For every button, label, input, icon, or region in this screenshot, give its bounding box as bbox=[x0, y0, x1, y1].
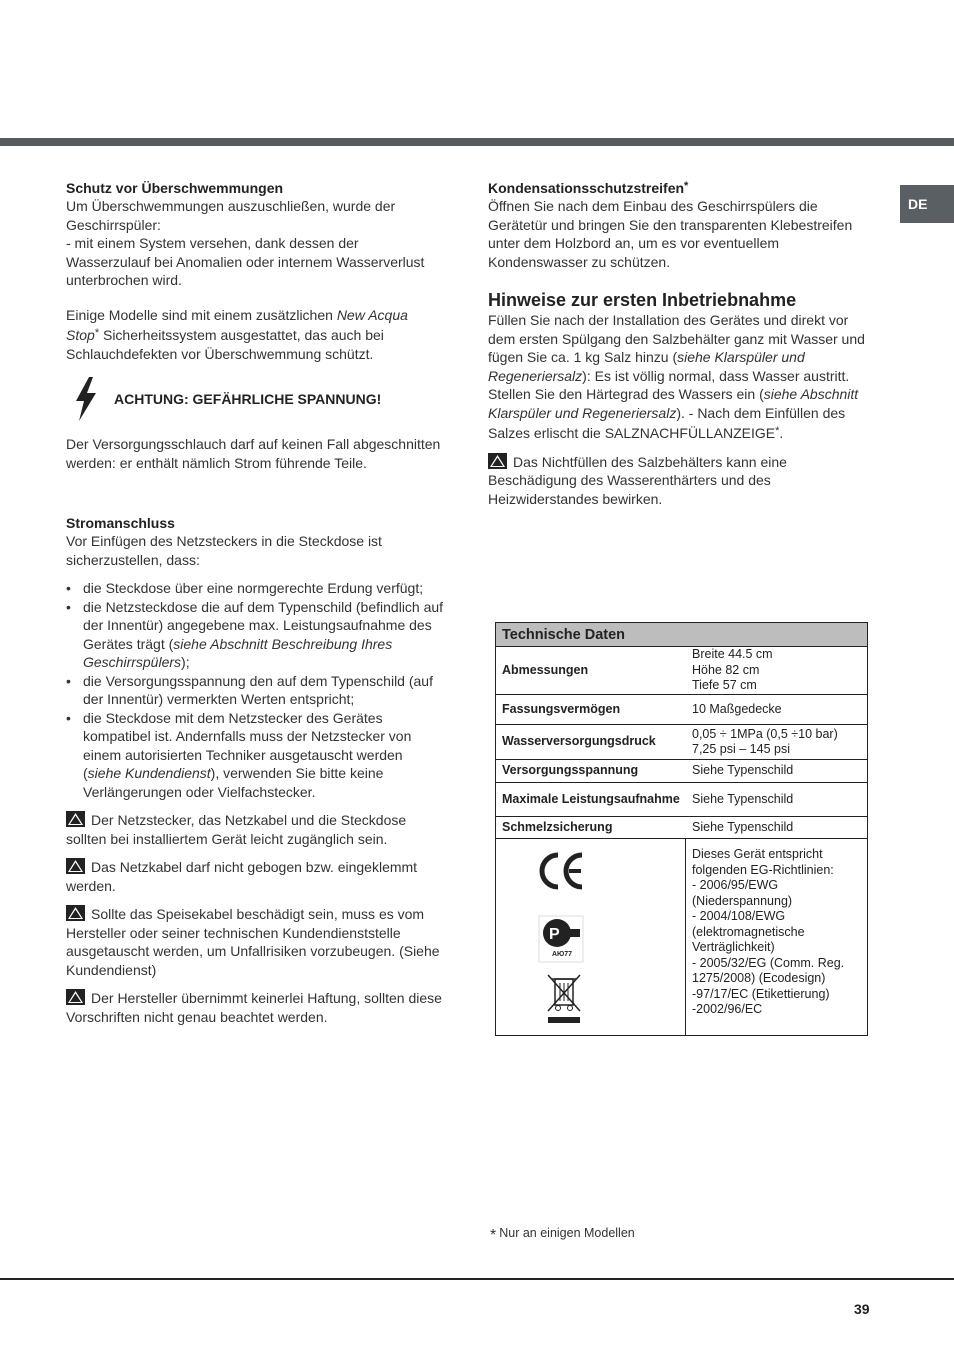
note: Der Hersteller übernimmt keinerlei Haftung, sollten diese Vorschriften nicht genau beachtet werden. bbox=[66, 990, 442, 1025]
paragraph: - mit einem System versehen, dank dessen der Wasserzulauf bei Anomalien oder internem Wasserverlust unterbrochen wird. bbox=[66, 235, 425, 288]
table-row-conformity: P АЮ77 Dieses Gerät entspricht folgenden EG-Richtlinien: - 2006/95/EWG (Niederspannung) - 2004/108/EWG (elektromagnetische Verträglichkeit) - 2005/32/EG (Comm. Reg. 1275/2008) (Ecodesign) -97/17/EC (Etikettierung) -2002/96/EC bbox=[496, 839, 867, 1035]
section-title-flood: Schutz vor Überschwemmungen bbox=[66, 180, 284, 196]
paragraph: Füllen Sie nach der Installation des Gerätes und direkt vor dem ersten Spülgang den Salzbehälter ganz mit Wasser und fügen Sie ca. 1 kg Salz hinzu (siehe Klarspüler und Regeneriersalz): Es ist völlig normal, dass Wasser austritt. Stellen Sie den Härtegrad des Wassers ein (siehe Abschnitt Klarspüler und Regeneriersalz). - Nach dem Einfüllen des Salzes erlischt die SALZNACHFÜLLANZEIGE*. bbox=[488, 312, 865, 441]
table-header: Technische Daten bbox=[496, 623, 867, 647]
note: Das Nichtfüllen des Salzbehälters kann eine Beschädigung des Wasserenthärters und des Heizwiderstandes bewirken. bbox=[488, 453, 787, 507]
certification-logos bbox=[496, 839, 686, 1035]
section-title-power: Stromanschluss bbox=[66, 515, 175, 531]
section-title-first-use: Hinweise zur ersten Inbetriebnahme bbox=[488, 290, 797, 310]
section-title-condensation: Kondensationsschutzstreifen* bbox=[488, 180, 689, 196]
note: Sollte das Speisekabel beschädigt sein, muss es vom Hersteller oder seiner technischen Kundendienststelle ausgetauscht werden, um Unfallrisiken vorzubeugen. (Siehe Kundendienst) bbox=[66, 906, 440, 978]
warning-voltage: ACHTUNG: GEFÄHRLICHE SPANNUNG! bbox=[66, 377, 444, 421]
language-tab: DE bbox=[900, 185, 954, 223]
list-item: • die Steckdose über eine normgerechte Erdung verfügt; bbox=[66, 579, 444, 598]
paragraph: Um Überschwemmungen auszuschließen, wurde der Geschirrspüler: bbox=[66, 198, 396, 233]
paragraph: Einige Modelle sind mit einem zusätzlichen New Acqua Stop* Sicherheitssystem ausgestattet, das auch bei Schlauchdefekten vor Überschwemmung schützt. bbox=[66, 306, 408, 362]
right-column bbox=[488, 177, 870, 508]
svg-text:P: P bbox=[549, 926, 560, 943]
header-bar bbox=[0, 138, 954, 146]
ce-mark-icon bbox=[536, 851, 586, 891]
list-item: • die Versorgungsspannung den auf dem Typenschild (auf der Innentür) vermerkten Werten entspricht; bbox=[66, 672, 444, 709]
table-row: Schmelzsicherung Siehe Typenschild bbox=[496, 817, 867, 839]
table-row: Wasserversorgungsdruck 0,05 ÷ 1MPa (0,5 ÷10 bar) 7,25 psi – 145 psi bbox=[496, 725, 867, 760]
warning-triangle-icon bbox=[488, 453, 507, 469]
requirements-list bbox=[66, 579, 444, 801]
lightning-icon bbox=[72, 377, 100, 421]
gost-code: АЮ77 bbox=[552, 951, 573, 958]
footnote: * Nur an einigen Modellen bbox=[490, 1226, 635, 1244]
warning-triangle-icon bbox=[66, 858, 85, 874]
paragraph: Öffnen Sie nach dem Einbau des Geschirrspülers die Gerätetür und bringen Sie den transparenten Klebestreifen unter dem Holzbord an, um es vor eventuellem Kondenswasser zu schützen. bbox=[488, 198, 853, 270]
table-row: Maximale Leistungsaufnahme Siehe Typenschild bbox=[496, 783, 867, 817]
warning-triangle-icon bbox=[66, 905, 85, 921]
table-row: Versorgungsspannung Siehe Typenschild bbox=[496, 760, 867, 783]
table-row: Fassungsvermögen 10 Maßgedecke bbox=[496, 695, 867, 725]
weee-bin-icon bbox=[546, 973, 582, 1025]
list-item: • die Steckdose mit dem Netzstecker des Gerätes kompatibel ist. Andernfalls muss der Netzstecker von einem autorisierten Techniker ausgetauscht werden (siehe Kundendienst), verwenden Sie bitte keine Verlängerungen oder Vielfachstecker. bbox=[66, 709, 444, 802]
paragraph: Vor Einfügen des Netzsteckers in die Steckdose ist sicherzustellen, dass: bbox=[66, 533, 382, 568]
note: Der Netzstecker, das Netzkabel und die Steckdose sollten bei installiertem Gerät leicht zugänglich sein. bbox=[66, 812, 407, 847]
left-column bbox=[66, 179, 444, 1026]
table-row: Abmessungen Breite 44.5 cm Höhe 82 cm Tiefe 57 cm bbox=[496, 647, 867, 695]
note: Das Netzkabel darf nicht gebogen bzw. eingeklemmt werden. bbox=[66, 859, 418, 894]
warning-triangle-icon bbox=[66, 989, 85, 1005]
footer-rule bbox=[0, 1278, 954, 1280]
page-number: 39 bbox=[854, 1301, 870, 1317]
warning-triangle-icon bbox=[66, 811, 85, 827]
technical-data-table bbox=[495, 622, 868, 1036]
list-item: • die Netzsteckdose die auf dem Typenschild (befindlich auf der Innentür) angegebene max. Leistungsaufnahme des Gerätes trägt (siehe Abschnitt Beschreibung Ihres Geschirrspülers); bbox=[66, 598, 444, 672]
paragraph: Der Versorgungsschlauch darf auf keinen Fall abgeschnitten werden: er enthält nämlich Strom führende Teile. bbox=[66, 436, 441, 471]
